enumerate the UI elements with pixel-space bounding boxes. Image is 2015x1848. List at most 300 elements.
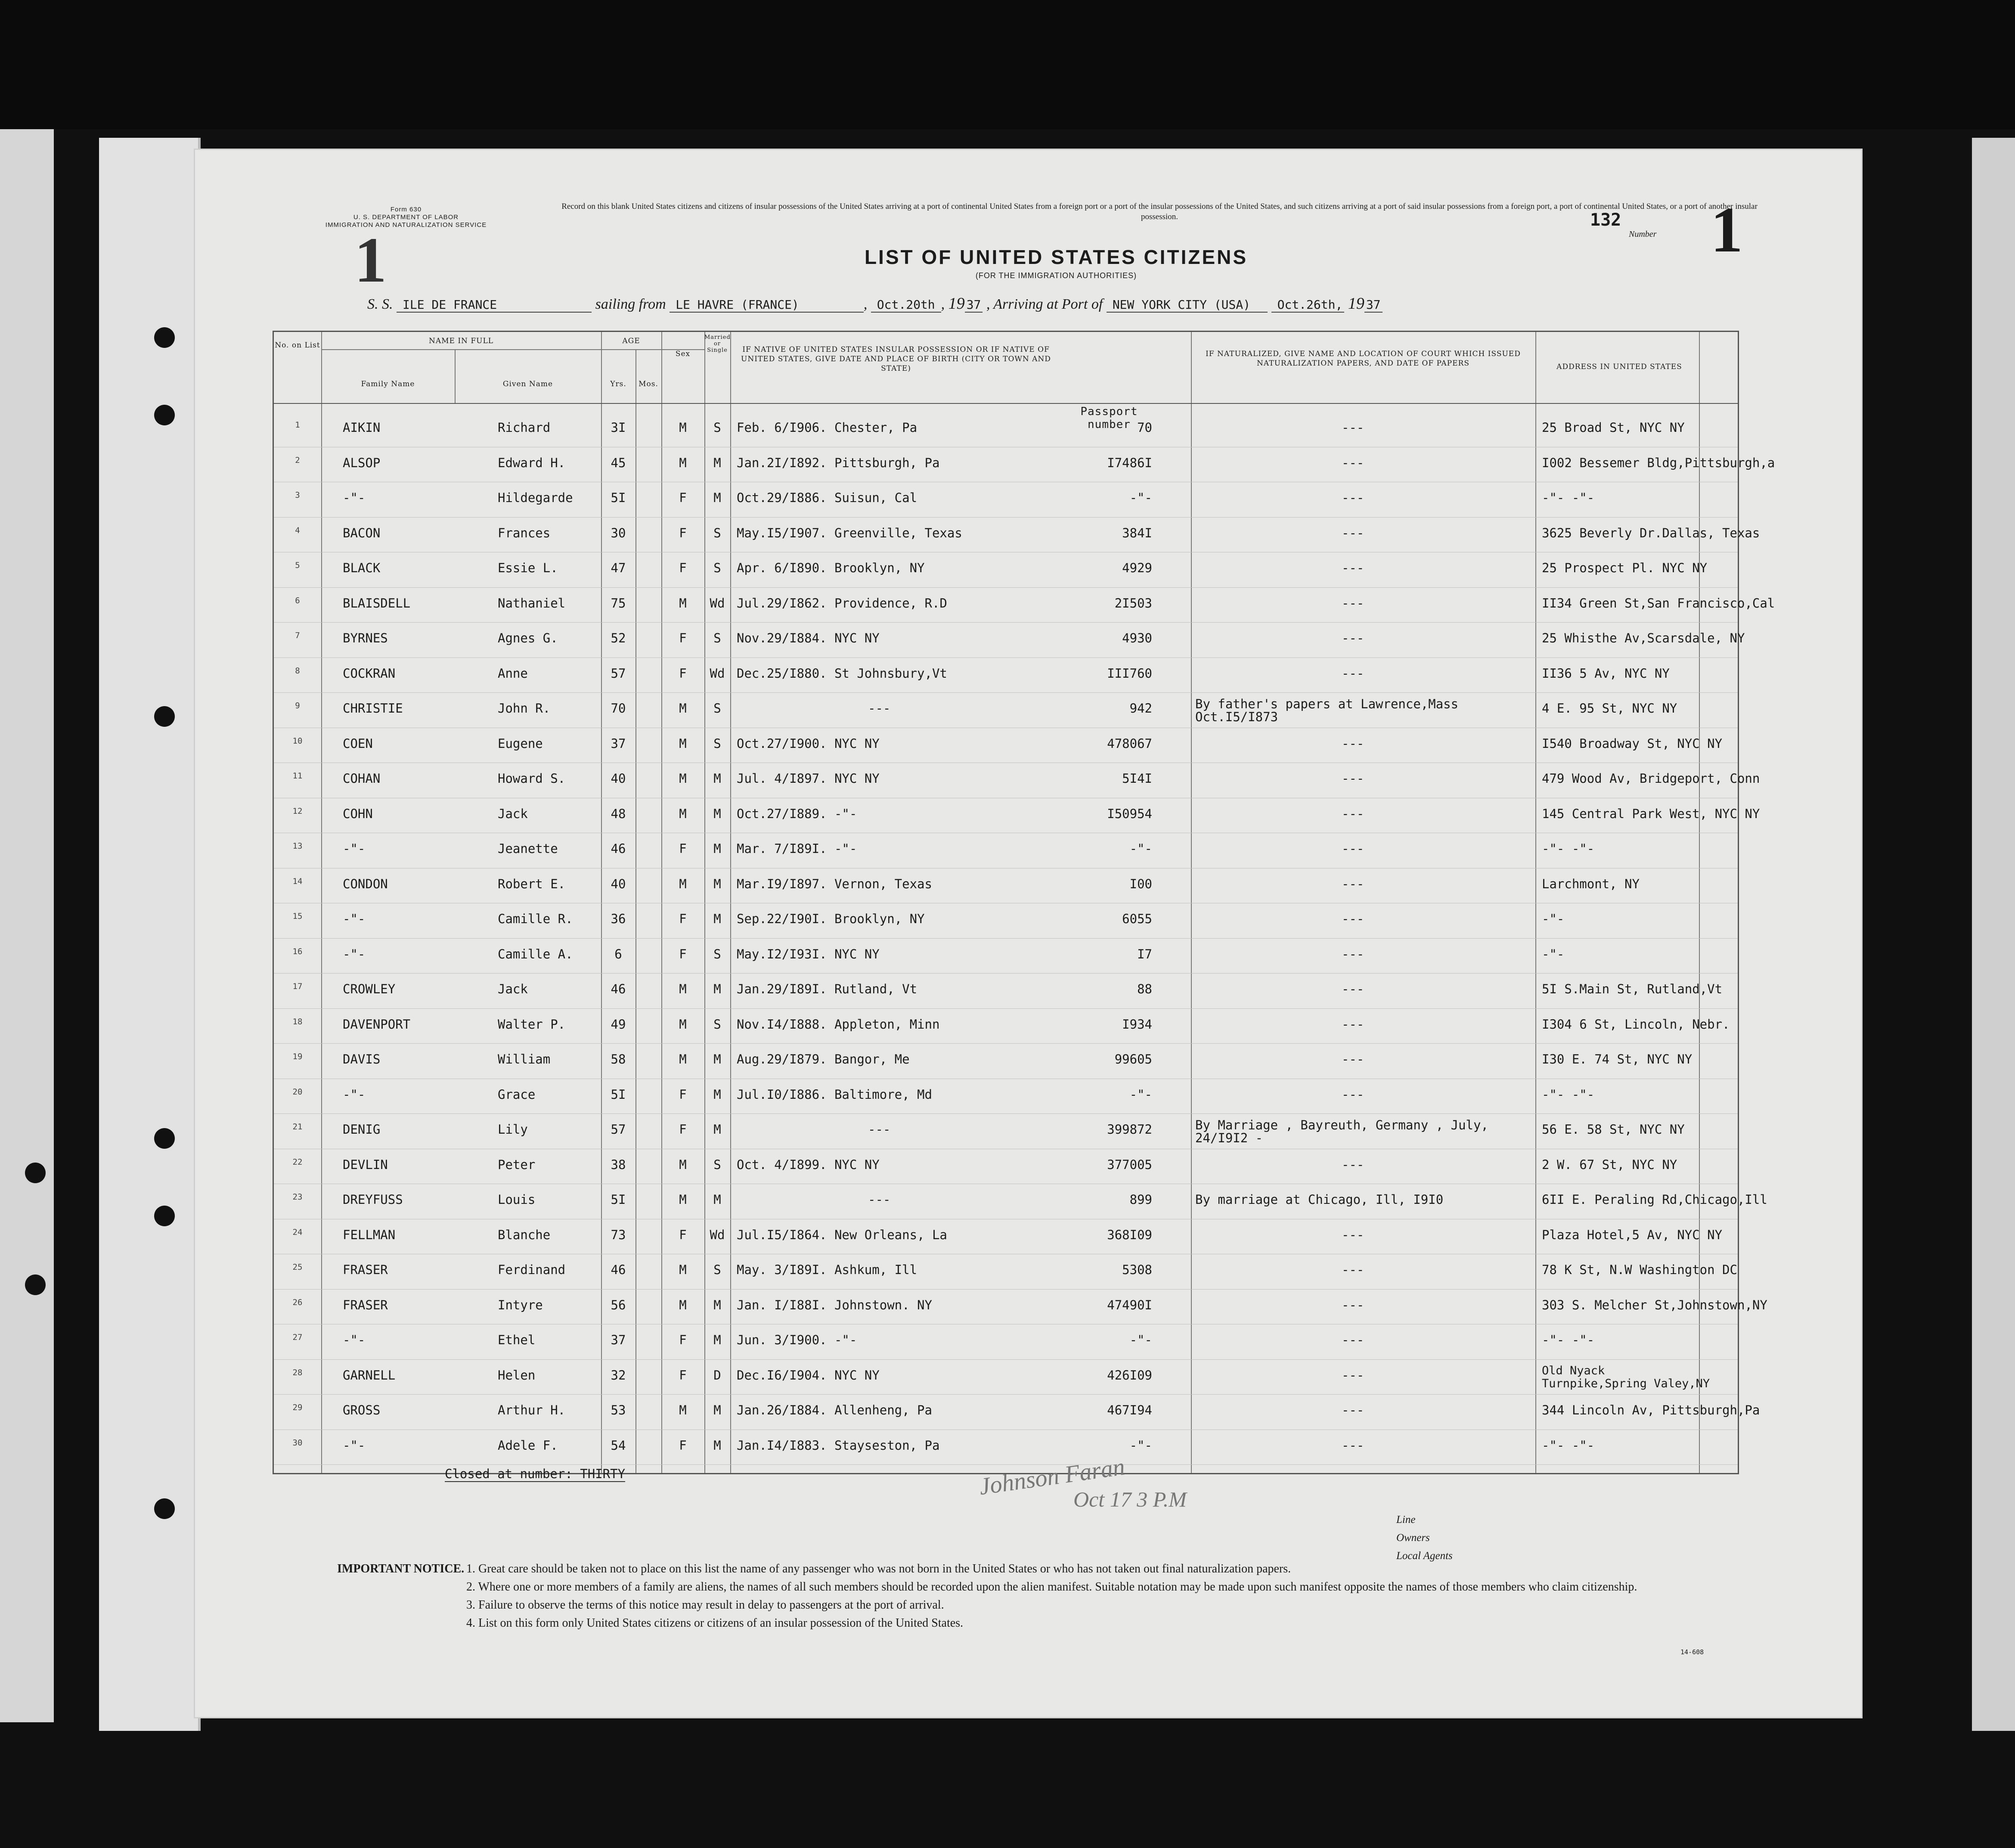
passport-number: 47490I xyxy=(1107,1297,1152,1312)
family-name: DREYFUSS xyxy=(343,1192,403,1207)
address: -"- -"- xyxy=(1542,490,1595,505)
birth-info: Nov.I4/I888. Appleton, Minn xyxy=(737,1017,940,1032)
age-years: 40 xyxy=(611,771,626,786)
naturalization-info: --- xyxy=(1342,1227,1364,1242)
birth-info: Oct. 4/I899. NYC NY xyxy=(737,1157,880,1172)
address: 2 W. 67 St, NYC NY xyxy=(1542,1157,1677,1172)
naturalization-info: --- xyxy=(1342,490,1364,505)
given-name: Nathaniel xyxy=(498,595,566,611)
passport-number: -"- xyxy=(1129,1087,1152,1102)
family-name: -"- xyxy=(343,1333,366,1347)
address: -"- -"- xyxy=(1542,1438,1595,1453)
address: 145 Central Park West, NYC NY xyxy=(1542,806,1760,821)
age-years: 57 xyxy=(611,666,626,681)
sex: F xyxy=(679,525,687,540)
naturalization-info: --- xyxy=(1342,1262,1364,1277)
sex: F xyxy=(679,841,687,856)
given-name: Lily xyxy=(498,1122,528,1137)
arrival-year: 37 xyxy=(1364,298,1383,313)
row-number: 3 xyxy=(295,490,300,500)
sex: F xyxy=(679,1333,687,1347)
row-number: 23 xyxy=(292,1192,303,1202)
given-name: Anne xyxy=(498,666,528,681)
age-years: 30 xyxy=(611,525,626,540)
address: -"- -"- xyxy=(1542,841,1595,856)
passport-number: III760 xyxy=(1107,666,1152,681)
marital-status: Wd xyxy=(710,1227,725,1242)
given-name: Frances xyxy=(498,525,551,540)
ss-label: S. S. xyxy=(367,296,393,312)
family-name: -"- xyxy=(343,946,366,961)
passport-number: 377005 xyxy=(1107,1157,1152,1172)
birth-info: --- xyxy=(868,1122,891,1137)
age-years: 54 xyxy=(611,1438,626,1453)
col-months: Mos. xyxy=(639,380,658,388)
important-notice xyxy=(337,1560,1801,1632)
passport-number: 426I09 xyxy=(1107,1367,1152,1383)
col-naturalized: IF NATURALIZED, GIVE NAME AND LOCATION OF COURT WHICH ISSUED NATURALIZATION PAPERS, AND DATE OF PAPERS xyxy=(1206,350,1521,368)
owners-label: Owners xyxy=(1396,1532,1430,1544)
marital-status: M xyxy=(713,1333,721,1347)
passport-number: 5I4I xyxy=(1122,771,1152,786)
given-name: Camille A. xyxy=(498,946,573,961)
given-name: Howard S. xyxy=(498,771,566,786)
sex: M xyxy=(679,420,687,435)
row-number: 10 xyxy=(292,736,303,746)
passport-number: 88 xyxy=(1137,982,1152,996)
passport-number: 5308 xyxy=(1122,1262,1152,1277)
sex: M xyxy=(679,736,687,751)
family-name: COHN xyxy=(343,806,373,821)
row-number: 13 xyxy=(292,841,303,851)
col-divider xyxy=(730,332,731,1473)
row-number: 5 xyxy=(295,561,300,570)
arrival-year-prefix: 19 xyxy=(1348,295,1364,313)
record-instructions: Record on this blank United States citizens and citizens of insular possessions of the United States arriving at a port of continental United States from a foreign port or a port of the insular possessions of the United States, and such citizens arriving at a port of said insular possessions from a foreign port, a port of continental United States, or a port of another insular possession. xyxy=(561,202,1758,221)
sex: M xyxy=(679,771,687,786)
naturalization-info: --- xyxy=(1342,420,1364,435)
birth-info: May. 3/I89I. Ashkum, Ill xyxy=(737,1262,918,1277)
family-name: CHRISTIE xyxy=(343,701,403,716)
row-rule xyxy=(274,622,1738,623)
marital-status: M xyxy=(713,806,721,821)
naturalization-info: --- xyxy=(1342,666,1364,681)
given-name: Blanche xyxy=(498,1227,551,1242)
row-number: 6 xyxy=(295,595,300,605)
family-name: FRASER xyxy=(343,1297,388,1312)
age-years: 52 xyxy=(611,631,626,645)
birth-info: Jan. I/I88I. Johnstown. NY xyxy=(737,1297,932,1312)
address: 3625 Beverly Dr.Dallas, Texas xyxy=(1542,525,1760,540)
family-name: ALSOP xyxy=(343,455,381,470)
given-name: Arthur H. xyxy=(498,1403,566,1417)
row-number: 18 xyxy=(292,1017,303,1026)
marital-status: Wd xyxy=(710,595,725,611)
row-rule xyxy=(274,938,1738,939)
passport-number: -"- xyxy=(1129,1333,1152,1347)
given-name: Eugene xyxy=(498,736,543,751)
col-divider xyxy=(1191,332,1192,1473)
sex: M xyxy=(679,455,687,470)
birth-info: Feb. 6/I906. Chester, Pa xyxy=(737,420,918,435)
marital-status: M xyxy=(713,982,721,996)
sex: F xyxy=(679,561,687,575)
marital-status: M xyxy=(713,1192,721,1207)
notice-item: 3. Failure to observe the terms of this notice may result in delay to passengers at the port of arrival. xyxy=(466,1598,944,1612)
sex: M xyxy=(679,1192,687,1207)
sex: M xyxy=(679,876,687,891)
col-address: ADDRESS IN UNITED STATES xyxy=(1556,363,1682,371)
family-name: DENIG xyxy=(343,1122,381,1137)
ship-name: ILE DE FRANCE xyxy=(397,298,592,313)
naturalization-info: --- xyxy=(1342,912,1364,926)
passport-number: 478067 xyxy=(1107,736,1152,751)
voyage-line: S. S. ILE DE FRANCE sailing from LE HAVRE (FRANCE) , Oct.20th , 19 37 , Arriving at Port of NEW YORK CITY (USA) Oct.26th, 19 37 xyxy=(367,294,1383,313)
punch-hole xyxy=(154,706,175,727)
film-border-top xyxy=(0,0,2015,129)
sex: F xyxy=(679,1227,687,1242)
passport-number: 399872 xyxy=(1107,1122,1152,1137)
given-name: Agnes G. xyxy=(498,631,558,645)
age-years: 37 xyxy=(611,736,626,751)
birth-info: Mar.I9/I897. Vernon, Texas xyxy=(737,876,932,891)
departure-date: Oct.20th xyxy=(871,298,941,313)
row-number: 2 xyxy=(295,455,300,465)
row-number: 26 xyxy=(292,1297,303,1307)
birth-info: Sep.22/I90I. Brooklyn, NY xyxy=(737,912,925,926)
departure-year-prefix: 19 xyxy=(948,295,965,313)
number-label: Number xyxy=(1629,229,1657,239)
birth-info: Nov.29/I884. NYC NY xyxy=(737,631,880,645)
age-years: 75 xyxy=(611,595,626,611)
age-years: 5I xyxy=(611,1087,626,1102)
family-name: BLACK xyxy=(343,561,381,575)
given-name: Louis xyxy=(498,1192,536,1207)
sex: M xyxy=(679,701,687,716)
col-no-on-list: No. on List xyxy=(275,341,320,350)
row-number: 22 xyxy=(292,1157,303,1167)
age-years: 45 xyxy=(611,455,626,470)
row-number: 27 xyxy=(292,1333,303,1342)
given-name: Robert E. xyxy=(498,876,566,891)
marital-status: S xyxy=(713,1017,721,1032)
address: 303 S. Melcher St,Johnstown,NY xyxy=(1542,1297,1767,1312)
sex: M xyxy=(679,806,687,821)
naturalization-info: --- xyxy=(1342,1017,1364,1032)
marital-status: M xyxy=(713,490,721,505)
birth-info: Jan.26/I884. Allenheng, Pa xyxy=(737,1403,932,1417)
address: I002 Bessemer Bldg,Pittsburgh,a xyxy=(1542,455,1775,470)
adjacent-page-edge xyxy=(99,138,201,1731)
naturalization-info: --- xyxy=(1342,1052,1364,1067)
naturalization-info: --- xyxy=(1342,1297,1364,1312)
passport-number: 368I09 xyxy=(1107,1227,1152,1242)
family-name: -"- xyxy=(343,841,366,856)
address: -"- xyxy=(1542,912,1565,926)
naturalization-info: --- xyxy=(1342,1403,1364,1417)
row-rule xyxy=(274,1008,1738,1009)
family-name: -"- xyxy=(343,1087,366,1102)
address: 5I S.Main St, Rutland,Vt xyxy=(1542,982,1723,996)
age-years: 57 xyxy=(611,1122,626,1137)
sex: F xyxy=(679,1122,687,1137)
birth-info: Jan.29/I89I. Rutland, Vt xyxy=(737,982,918,996)
birth-info: Oct.27/I889. -"- xyxy=(737,806,857,821)
number-value: 1 xyxy=(1711,194,1743,266)
passport-number: -"- xyxy=(1129,1438,1152,1453)
birth-info: Oct.27/I900. NYC NY xyxy=(737,736,880,751)
sex: M xyxy=(679,595,687,611)
row-number: 28 xyxy=(292,1367,303,1377)
col-age: AGE xyxy=(622,337,640,345)
address: 479 Wood Av, Bridgeport, Conn xyxy=(1542,771,1760,786)
passport-number: 99605 xyxy=(1114,1052,1152,1067)
age-years: 58 xyxy=(611,1052,626,1067)
naturalization-info: --- xyxy=(1342,841,1364,856)
manifest-page xyxy=(194,149,1863,1718)
given-name: Intyre xyxy=(498,1297,543,1312)
col-birth: IF NATIVE OF UNITED STATES INSULAR POSSESSION OR IF NATIVE OF UNITED STATES, GIVE DATE AND PLACE OF BIRTH (CITY OR TOWN AND STATE) xyxy=(741,345,1051,373)
birth-info: Aug.29/I879. Bangor, Me xyxy=(737,1052,910,1067)
list-title: LIST OF UNITED STATES CITIZENS xyxy=(864,246,1248,268)
address: I304 6 St, Lincoln, Nebr. xyxy=(1542,1017,1730,1032)
naturalization-info: By Marriage , Bayreuth, Germany , July, 24/I9I2 - xyxy=(1195,1118,1488,1145)
age-years: 5I xyxy=(611,490,626,505)
age-years: 32 xyxy=(611,1367,626,1383)
row-number: 25 xyxy=(292,1262,303,1272)
family-name: BACON xyxy=(343,525,381,540)
passport-number: 899 xyxy=(1129,1192,1152,1207)
row-number: 19 xyxy=(292,1052,303,1061)
given-name: Adele F. xyxy=(498,1438,558,1453)
page-number: 132 xyxy=(1590,210,1621,230)
list-subtitle: (FOR THE IMMIGRATION AUTHORITIES) xyxy=(975,271,1137,280)
manifest-table xyxy=(273,331,1775,1474)
naturalization-info: --- xyxy=(1342,631,1364,645)
sex: M xyxy=(679,1262,687,1277)
given-name: Jack xyxy=(498,982,528,996)
given-name: Helen xyxy=(498,1367,536,1383)
passport-number: 70 xyxy=(1137,420,1152,435)
marital-status: M xyxy=(713,1438,721,1453)
notice-item: 1. Great care should be taken not to place on this list the name of any passenger who was not born in the United States or who has not taken out final naturalization papers. xyxy=(466,1562,1291,1575)
sex: M xyxy=(679,982,687,996)
naturalization-info: --- xyxy=(1342,876,1364,891)
address: II34 Green St,San Francisco,Cal xyxy=(1542,595,1775,611)
form-code: 14-608 xyxy=(1680,1648,1704,1656)
passport-number: 942 xyxy=(1129,701,1152,716)
age-years: 46 xyxy=(611,1262,626,1277)
given-name: William xyxy=(498,1052,551,1067)
age-years: 6 xyxy=(614,946,622,961)
punch-hole xyxy=(25,1163,46,1183)
given-name: Walter P. xyxy=(498,1017,566,1032)
marital-status: M xyxy=(713,455,721,470)
sex: M xyxy=(679,1297,687,1312)
row-rule xyxy=(274,1394,1738,1395)
age-years: 5I xyxy=(611,1192,626,1207)
marital-status: M xyxy=(713,1122,721,1137)
given-name: Peter xyxy=(498,1157,536,1172)
given-name: Ferdinand xyxy=(498,1262,566,1277)
department-name: U. S. DEPARTMENT OF LABOR xyxy=(353,214,459,221)
row-number: 16 xyxy=(292,946,303,956)
given-name: Ethel xyxy=(498,1333,536,1347)
marital-status: S xyxy=(713,525,721,540)
naturalization-info: --- xyxy=(1342,561,1364,575)
passport-number: 4930 xyxy=(1122,631,1152,645)
sex: F xyxy=(679,1438,687,1453)
marital-status: M xyxy=(713,1052,721,1067)
sex: M xyxy=(679,1403,687,1417)
family-name: FRASER xyxy=(343,1262,388,1277)
naturalization-info: --- xyxy=(1342,525,1364,540)
marital-status: Wd xyxy=(710,666,725,681)
col-sex: Sex xyxy=(675,350,691,358)
row-rule xyxy=(274,657,1738,658)
family-name: DEVLIN xyxy=(343,1157,388,1172)
adjacent-page-right xyxy=(1972,138,2015,1731)
row-number: 24 xyxy=(292,1227,303,1237)
marital-status: S xyxy=(713,946,721,961)
given-name: Camille R. xyxy=(498,912,573,926)
form-id xyxy=(316,206,496,229)
naturalization-info: --- xyxy=(1342,1333,1364,1347)
passport-number: 2I503 xyxy=(1114,595,1152,611)
birth-info: Dec.25/I880. St Johnsbury,Vt xyxy=(737,666,947,681)
family-name: FELLMAN xyxy=(343,1227,396,1242)
row-number: 17 xyxy=(292,982,303,991)
age-years: 46 xyxy=(611,841,626,856)
passport-number: -"- xyxy=(1129,841,1152,856)
given-name: John R. xyxy=(498,701,551,716)
family-name: BYRNES xyxy=(343,631,388,645)
row-number: 21 xyxy=(292,1122,303,1132)
adjacent-page-left xyxy=(0,129,54,1722)
punch-hole xyxy=(25,1274,46,1295)
family-name: -"- xyxy=(343,912,366,926)
given-name: Hildegarde xyxy=(498,490,573,505)
row-rule xyxy=(274,1359,1738,1360)
sex: F xyxy=(679,1367,687,1383)
given-name: Grace xyxy=(498,1087,536,1102)
passport-number: I50954 xyxy=(1107,806,1152,821)
sex: F xyxy=(679,946,687,961)
sex: F xyxy=(679,912,687,926)
row-rule xyxy=(274,1043,1738,1044)
row-rule xyxy=(274,1289,1738,1290)
naturalization-info: By marriage at Chicago, Ill, I9I0 xyxy=(1195,1192,1444,1207)
birth-info: --- xyxy=(868,1192,891,1207)
col-divider xyxy=(455,349,456,403)
marital-status: M xyxy=(713,1403,721,1417)
marital-status: M xyxy=(713,771,721,786)
row-rule xyxy=(274,973,1738,974)
birth-info: Jul. 4/I897. NYC NY xyxy=(737,771,880,786)
header-rule xyxy=(321,349,704,350)
given-name: Edward H. xyxy=(498,455,566,470)
age-years: 73 xyxy=(611,1227,626,1242)
punch-hole xyxy=(154,405,175,425)
naturalization-info: By father's papers at Lawrence,Mass Oct.I5/I873 xyxy=(1195,697,1459,724)
arriving-label: , Arriving at Port of xyxy=(986,296,1103,312)
age-years: 36 xyxy=(611,912,626,926)
naturalization-info: --- xyxy=(1342,455,1364,470)
closed-at-number: Closed at number: THIRTY xyxy=(445,1467,626,1481)
naturalization-info: --- xyxy=(1342,946,1364,961)
naturalization-info: --- xyxy=(1342,1367,1364,1383)
age-years: 70 xyxy=(611,701,626,716)
punch-hole xyxy=(154,1498,175,1519)
marital-status: M xyxy=(713,1297,721,1312)
sailing-label: sailing from xyxy=(595,296,666,312)
col-name-in-full: NAME IN FULL xyxy=(428,337,494,345)
naturalization-info: --- xyxy=(1342,595,1364,611)
birth-info: Oct.29/I886. Suisun, Cal xyxy=(737,490,918,505)
age-years: 53 xyxy=(611,1403,626,1417)
marital-status: S xyxy=(713,1262,721,1277)
left-handwritten-mark: 1 xyxy=(354,224,387,296)
birth-info: May.I5/I907. Greenville, Texas xyxy=(737,525,962,540)
arrival-port: NEW YORK CITY (USA) xyxy=(1107,298,1268,313)
marital-status: S xyxy=(713,1157,721,1172)
address: Plaza Hotel,5 Av, NYC NY xyxy=(1542,1227,1723,1242)
birth-info: Jun. 3/I900. -"- xyxy=(737,1333,857,1347)
sex: F xyxy=(679,631,687,645)
birth-info: Jul.29/I862. Providence, R.D xyxy=(737,595,947,611)
punch-hole xyxy=(154,1128,175,1149)
service-name: IMMIGRATION AND NATURALIZATION SERVICE xyxy=(325,221,487,229)
given-name: Essie L. xyxy=(498,561,558,575)
naturalization-info: --- xyxy=(1342,1087,1364,1102)
address: -"- xyxy=(1542,946,1565,961)
arrival-date: Oct.26th, xyxy=(1271,298,1345,313)
family-name: GROSS xyxy=(343,1403,381,1417)
naturalization-info: --- xyxy=(1342,1438,1364,1453)
age-years: 38 xyxy=(611,1157,626,1172)
address: I30 E. 74 St, NYC NY xyxy=(1542,1052,1693,1067)
col-divider xyxy=(1535,332,1536,1473)
address: 6II E. Peraling Rd,Chicago,Ill xyxy=(1542,1192,1767,1207)
address: Larchmont, NY xyxy=(1542,876,1640,891)
col-given-name: Given Name xyxy=(502,380,553,388)
row-rule xyxy=(274,587,1738,588)
naturalization-info: --- xyxy=(1342,806,1364,821)
row-rule xyxy=(274,1464,1738,1465)
family-name: -"- xyxy=(343,1438,366,1453)
marital-status: M xyxy=(713,1087,721,1102)
address: I540 Broadway St, NYC NY xyxy=(1542,736,1723,751)
given-name: Richard xyxy=(498,420,551,435)
marital-status: M xyxy=(713,841,721,856)
row-rule xyxy=(274,1429,1738,1430)
birth-info: --- xyxy=(868,701,891,716)
notice-item: 4. List on this form only United States citizens or citizens of an insular possession of the United States. xyxy=(466,1616,964,1630)
passport-number: I934 xyxy=(1122,1017,1152,1032)
row-number: 1 xyxy=(295,420,300,430)
passport-number: 467I94 xyxy=(1107,1403,1152,1417)
passport-number: I00 xyxy=(1129,876,1152,891)
family-name: CONDON xyxy=(343,876,388,891)
header-bottom-rule xyxy=(274,403,1738,404)
row-number: 8 xyxy=(295,666,300,676)
address: 4 E. 95 St, NYC NY xyxy=(1542,701,1677,716)
age-years: 40 xyxy=(611,876,626,891)
line-label: Line xyxy=(1396,1514,1416,1526)
col-years: Yrs. xyxy=(610,380,626,388)
family-name: BLAISDELL xyxy=(343,595,411,611)
address: 344 Lincoln Av, Pittsburgh,Pa xyxy=(1542,1403,1760,1417)
